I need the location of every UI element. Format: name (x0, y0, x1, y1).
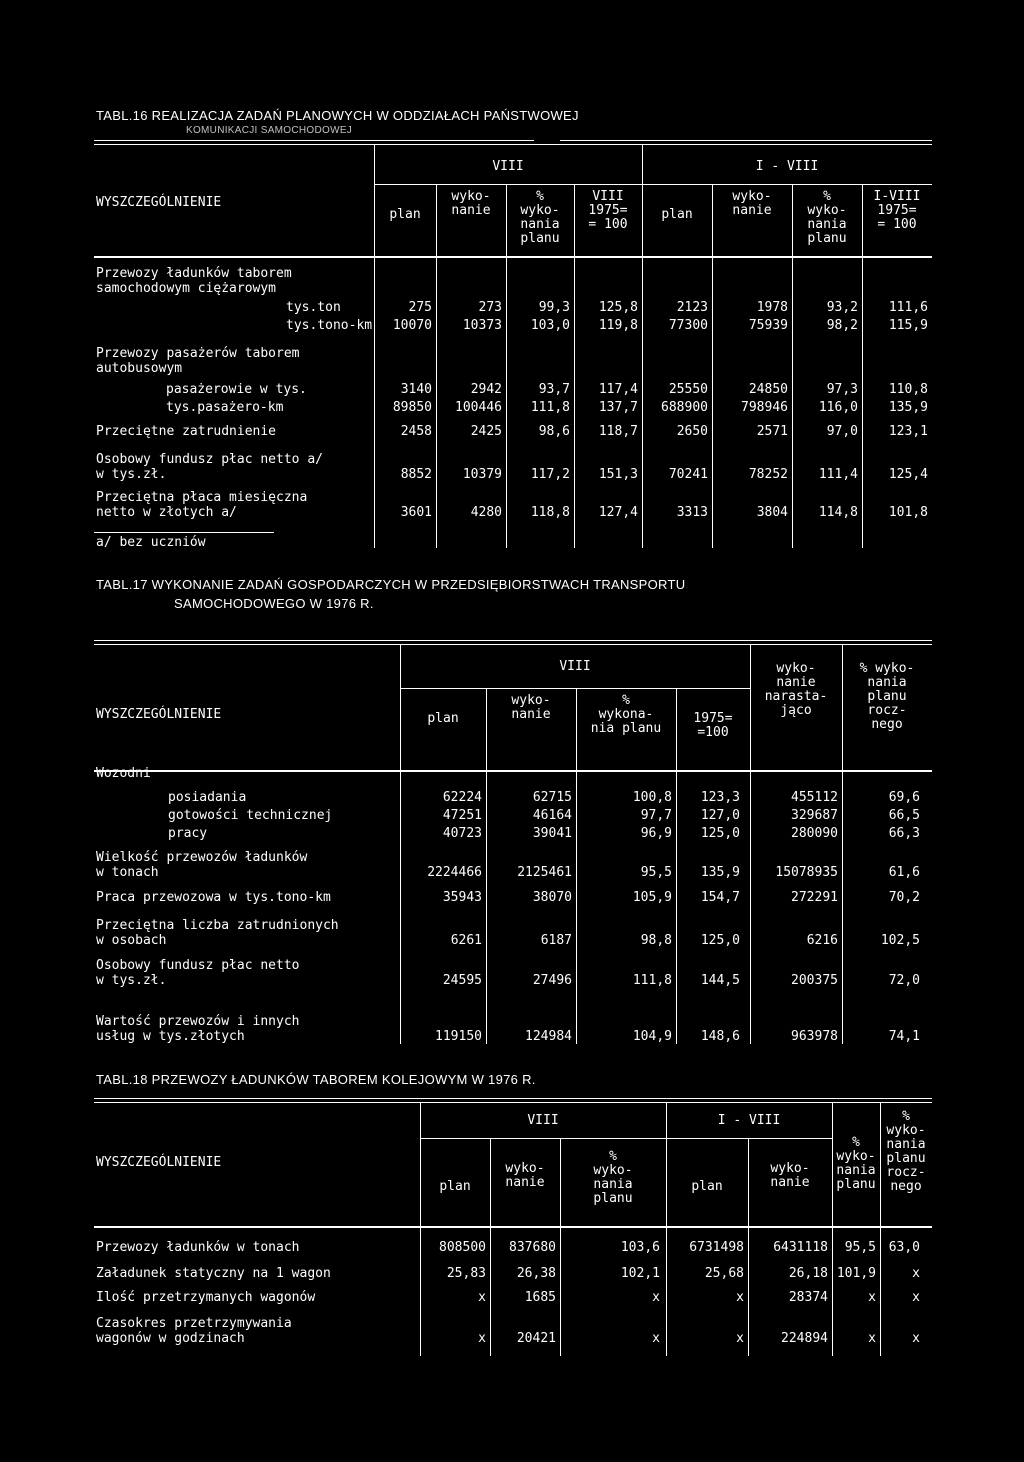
table-16-header-plan: plan (389, 207, 421, 222)
table-cell: 6261 (450, 933, 482, 948)
table-cell: 104,9 (632, 1029, 672, 1044)
table-18-header-main: WYSZCZEGÓLNIENIE (96, 1155, 222, 1170)
table-cell: 93,2 (826, 300, 858, 315)
table-cell: 78252 (748, 467, 788, 482)
table-16-subtitle: KOMUNIKACJI SAMOCHODOWEJ (186, 125, 353, 136)
table-cell: x (478, 1290, 486, 1305)
table-cell: 2224466 (427, 865, 482, 880)
table-cell: 39041 (532, 826, 572, 841)
table-16-header-wyk2: wyko- nanie (732, 189, 772, 218)
table-cell: 224894 (781, 1331, 828, 1346)
table-cell: 127,0 (700, 808, 740, 823)
table-cell: x (652, 1331, 660, 1346)
table-cell: 111,8 (530, 400, 570, 415)
table-16-header-plan2: plan (661, 207, 693, 222)
table-cell: 26,38 (516, 1266, 556, 1281)
table-cell: 154,7 (700, 890, 740, 905)
table-16-header-main: WYSZCZEGÓLNIENIE (96, 195, 222, 210)
table-cell: 111,4 (818, 467, 858, 482)
table-cell: 115,9 (888, 318, 928, 333)
table-cell: 100,8 (632, 790, 672, 805)
table-16-header-idx: VIII 1975= = 100 (588, 189, 628, 232)
table-cell: 125,8 (598, 300, 638, 315)
table-cell: 200375 (791, 973, 838, 988)
table-cell: 97,3 (826, 382, 858, 397)
row-label: Przewozy pasażerów taborem autobusowym (96, 346, 300, 376)
table-17-header-roc: % wyko- nania planu rocz- nego (859, 661, 915, 732)
table-cell: 46164 (532, 808, 572, 823)
table-cell: 151,3 (598, 467, 638, 482)
row-label: Załadunek statyczny na 1 wagon (96, 1266, 331, 1281)
table-17-header-idx: 1975= =100 (693, 711, 733, 740)
table-cell: 102,1 (620, 1266, 660, 1281)
table-cell: 77300 (668, 318, 708, 333)
table-18-header-wyk2: wyko- nanie (770, 1161, 810, 1190)
table-cell: 114,8 (818, 505, 858, 520)
table-cell: x (912, 1331, 920, 1346)
table-17-header-plan: plan (427, 711, 459, 726)
table-cell: 6731498 (689, 1240, 744, 1255)
table-cell: 3601 (400, 505, 432, 520)
table-cell: 119,8 (598, 318, 638, 333)
table-cell: 70241 (668, 467, 708, 482)
table-cell: 3313 (676, 505, 708, 520)
table-cell: 25550 (668, 382, 708, 397)
table-cell: 35943 (442, 890, 482, 905)
table-cell: x (652, 1290, 660, 1305)
table-cell: 837680 (509, 1240, 556, 1255)
row-label: Wartość przewozów i innych usług w tys.złotych (96, 1014, 300, 1044)
table-cell: 116,0 (818, 400, 858, 415)
table-cell: 2125461 (517, 865, 572, 880)
table-cell: 119150 (435, 1029, 482, 1044)
table-cell: 1685 (524, 1290, 556, 1305)
table-cell: 72,0 (888, 973, 920, 988)
table-cell: 6431118 (773, 1240, 828, 1255)
table-cell: 688900 (661, 400, 708, 415)
table-cell: 123,1 (888, 424, 928, 439)
table-18-title: TABL.18 PRZEWOZY ŁADUNKÓW TABOREM KOLEJOWYM W 1976 R. (96, 1072, 536, 1087)
table-cell: 455112 (791, 790, 838, 805)
row-label: Przewozy ładunków w tonach (96, 1240, 300, 1255)
table-cell: 273 (478, 300, 502, 315)
table-cell: x (912, 1290, 920, 1305)
table-16-header-pct2: % wyko- nania planu (807, 189, 847, 246)
table-cell: 148,6 (700, 1029, 740, 1044)
row-label: pasażerowie w tys. (166, 382, 307, 397)
table-cell: 110,8 (888, 382, 928, 397)
table-cell: 95,5 (640, 865, 672, 880)
table-cell: x (868, 1290, 876, 1305)
table-cell: 4280 (470, 505, 502, 520)
table-cell: 2942 (470, 382, 502, 397)
table-cell: 329687 (791, 808, 838, 823)
table-cell: 280090 (791, 826, 838, 841)
table-cell: 24850 (748, 382, 788, 397)
row-label: Wielkość przewozów ładunków w tonach (96, 850, 308, 880)
table-cell: 117,2 (530, 467, 570, 482)
table-cell: 103,0 (530, 318, 570, 333)
table-cell: 100446 (455, 400, 502, 415)
table-16-header-wyk: wyko- nanie (451, 189, 491, 218)
table-16-header-i-viii: I - VIII (755, 159, 819, 174)
table-cell: 118,7 (598, 424, 638, 439)
table-16-header-idx2: I-VIII 1975= = 100 (873, 189, 921, 232)
row-label: tys.tono-km (286, 318, 373, 333)
table-cell: x (912, 1266, 920, 1281)
table-17-title-line2: SAMOCHODOWEGO W 1976 R. (174, 596, 374, 611)
table-cell: 66,3 (888, 826, 920, 841)
table-18-header-plan2: plan (691, 1179, 723, 1194)
table-cell: 62715 (532, 790, 572, 805)
table-18-header-pct: % wyko- nania planu (593, 1149, 633, 1206)
row-label: Przeciętne zatrudnienie (96, 424, 277, 439)
table-18-header-roc: % wyko- nania planu rocz- nego (886, 1109, 926, 1194)
table-cell: 70,2 (888, 890, 920, 905)
table-cell: 275 (408, 300, 432, 315)
table-cell: 20421 (516, 1331, 556, 1346)
table-cell: 102,5 (880, 933, 920, 948)
table-cell: 97,7 (640, 808, 672, 823)
table-cell: 125,0 (700, 933, 740, 948)
table-cell: 123,3 (700, 790, 740, 805)
row-label: Przewozy ładunków taborem samochodowym ciężarowym (96, 266, 292, 296)
table-cell: 117,4 (598, 382, 638, 397)
table-16-footnote: a/ bez uczniów (96, 535, 206, 550)
table-cell: 118,8 (530, 505, 570, 520)
row-label: Ilość przetrzymanych wagonów (96, 1290, 316, 1305)
table-cell: 3804 (756, 505, 788, 520)
table-cell: 28374 (788, 1290, 828, 1305)
table-cell: 15078935 (775, 865, 838, 880)
table-cell: 10379 (462, 467, 502, 482)
row-label: posiadania (168, 790, 247, 805)
table-cell: 125,0 (700, 826, 740, 841)
table-cell: 127,4 (598, 505, 638, 520)
row-label: tys.ton (286, 300, 341, 315)
table-17-header-nar: wyko- nanie narasta- jąco (764, 661, 828, 718)
table-cell: 135,9 (700, 865, 740, 880)
row-label: Przeciętna liczba zatrudnionych w osobach (96, 918, 339, 948)
row-label: tys.pasażero-km (166, 400, 284, 415)
table-17-header-main: WYSZCZEGÓLNIENIE (96, 707, 222, 722)
table-cell: 27496 (532, 973, 572, 988)
table-cell: 103,6 (620, 1240, 660, 1255)
table-17-header-viii: VIII (559, 659, 591, 674)
table-cell: 69,6 (888, 790, 920, 805)
table-cell: x (478, 1331, 486, 1346)
table-cell: 101,9 (836, 1266, 876, 1281)
table-cell: 2571 (756, 424, 788, 439)
table-cell: 2650 (676, 424, 708, 439)
table-18-header-i-viii: I - VIII (717, 1113, 781, 1128)
table-cell: 10373 (462, 318, 502, 333)
row-label: Osobowy fundusz płac netto w tys.zł. (96, 958, 300, 988)
table-cell: 6216 (806, 933, 838, 948)
table-cell: 808500 (439, 1240, 486, 1255)
table-cell: 89850 (392, 400, 432, 415)
table-cell: 25,68 (704, 1266, 744, 1281)
table-cell: 98,8 (640, 933, 672, 948)
table-cell: 144,5 (700, 973, 740, 988)
table-17-header-pct: % wykona- nia planu (590, 693, 662, 736)
table-cell: 101,8 (888, 505, 928, 520)
table-cell: 272291 (791, 890, 838, 905)
table-cell: 61,6 (888, 865, 920, 880)
row-label: gotowości technicznej (168, 808, 333, 823)
table-cell: 98,2 (826, 318, 858, 333)
table-cell: 95,5 (844, 1240, 876, 1255)
table-cell: 26,18 (788, 1266, 828, 1281)
table-cell: 66,5 (888, 808, 920, 823)
table-cell: 75939 (748, 318, 788, 333)
table-cell: 6187 (540, 933, 572, 948)
table-cell: 2458 (400, 424, 432, 439)
table-18-header-wyk: wyko- nanie (505, 1161, 545, 1190)
table-cell: 97,0 (826, 424, 858, 439)
table-cell: 137,7 (598, 400, 638, 415)
table-cell: 3140 (400, 382, 432, 397)
table-cell: 98,6 (538, 424, 570, 439)
row-label: Osobowy fundusz płac netto a/ w tys.zł. (96, 452, 323, 482)
table-cell: 8852 (400, 467, 432, 482)
table-cell: 2123 (676, 300, 708, 315)
table-cell: 38070 (532, 890, 572, 905)
table-cell: 93,7 (538, 382, 570, 397)
table-cell: x (736, 1331, 744, 1346)
table-17-header-wyk: wyko- nanie (511, 693, 551, 722)
table-cell: 111,8 (632, 973, 672, 988)
table-cell: 798946 (741, 400, 788, 415)
table-cell: 963978 (791, 1029, 838, 1044)
table-cell: 135,9 (888, 400, 928, 415)
table-18-header-pct2: % wyko- nania planu (836, 1135, 876, 1192)
table-cell: x (868, 1331, 876, 1346)
table-cell: 1978 (756, 300, 788, 315)
table-16-title: TABL.16 REALIZACJA ZADAŃ PLANOWYCH W ODDZIAŁACH PAŃSTWOWEJ (96, 108, 579, 123)
table-cell: 63,0 (888, 1240, 920, 1255)
table-cell: 105,9 (632, 890, 672, 905)
table-cell: 125,4 (888, 467, 928, 482)
table-cell: x (736, 1290, 744, 1305)
table-cell: 62224 (442, 790, 482, 805)
table-17-title: TABL.17 WYKONANIE ZADAŃ GOSPODARCZYCH W PRZEDSIĘBIORSTWACH TRANSPORTU (96, 577, 686, 592)
row-label: Przeciętna płaca miesięczna netto w złotych a/ (96, 490, 308, 520)
table-cell: 96,9 (640, 826, 672, 841)
row-label: Czasokres przetrzymywania wagonów w godzinach (96, 1316, 292, 1346)
table-cell: 47251 (442, 808, 482, 823)
row-label: Wozodni (96, 766, 151, 781)
table-16-header-viii: VIII (492, 159, 524, 174)
table-18-header-viii: VIII (527, 1113, 559, 1128)
table-cell: 24595 (442, 973, 482, 988)
row-label: Praca przewozowa w tys.tono-km (96, 890, 331, 905)
table-cell: 74,1 (888, 1029, 920, 1044)
table-cell: 124984 (525, 1029, 572, 1044)
row-label: pracy (168, 826, 208, 841)
table-cell: 10070 (392, 318, 432, 333)
table-cell: 111,6 (888, 300, 928, 315)
table-cell: 25,83 (446, 1266, 486, 1281)
table-16-header-pct: % wyko- nania planu (520, 189, 560, 246)
table-18-header-plan: plan (439, 1179, 471, 1194)
table-cell: 2425 (470, 424, 502, 439)
table-cell: 40723 (442, 826, 482, 841)
table-cell: 99,3 (538, 300, 570, 315)
